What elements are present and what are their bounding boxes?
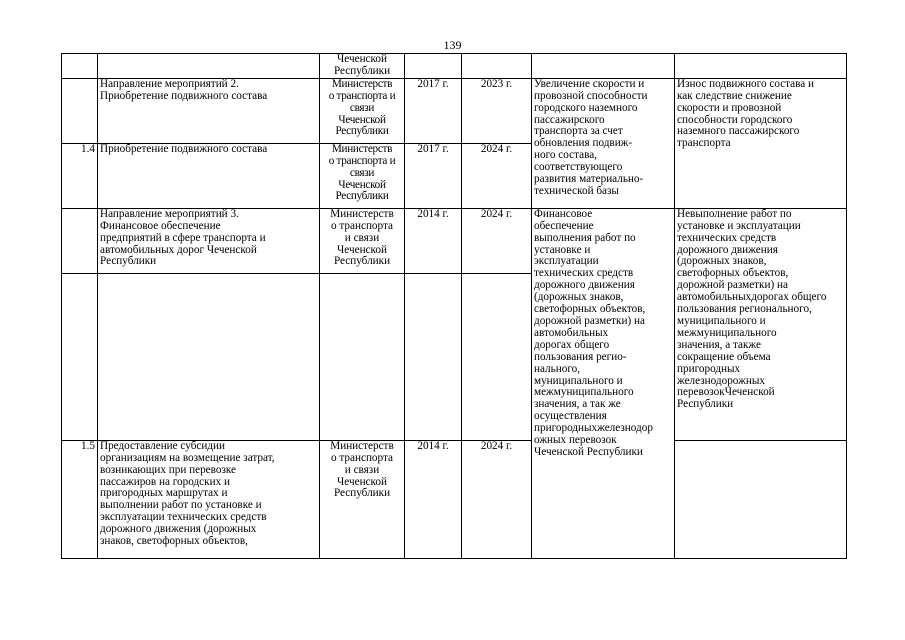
result-cell	[532, 54, 675, 79]
start-year-cell: 2017 г.	[405, 143, 462, 208]
measure-name-cell: Направление мероприятий 3. Финансовое обеспечение предприятий в сфере транспорта и автомобильных дорог Чеченской Республики	[98, 208, 320, 273]
table-row	[62, 208, 847, 273]
measure-name-cell: Приобретение подвижного состава	[98, 143, 320, 208]
start-year-cell	[405, 54, 462, 79]
row-number-cell	[62, 54, 98, 79]
start-year-cell	[405, 273, 462, 440]
consequence-cell	[675, 440, 847, 558]
table-row	[62, 54, 847, 79]
measure-name-cell: Предоставление субсидии организациям на возмещение затрат, возникающих при перевозке пассажиров на городских и пригородных маршрутах и выполнении работ по установке и эксплуатации технических средств дорожного движения (дорожных знаков, светофорных объектов,	[98, 440, 320, 558]
row-number-cell	[62, 273, 98, 440]
result-cell: Увеличение скорости и провозной способности городского наземного пассажирского транспорта за счет обновления подвиж- ного состава, соответствующего развития материально- технической базы	[532, 78, 675, 208]
table-row	[62, 78, 847, 143]
measure-name-cell: Направление мероприятий 2. Приобретение подвижного состава	[98, 78, 320, 143]
consequence-cell: Невыполнение работ по установке и эксплуатации технических средств дорожного движения (дорожных знаков, светофорных объектов, дорожной разметки) на автомобильныхдорогах общего пользования регионального, муниципального и межмуниципального значения, а также сокращение объема пригородных железнодорожных перевозокЧеченской Республики	[675, 208, 847, 440]
table-row	[62, 440, 847, 558]
end-year-cell: 2023 г.	[462, 78, 532, 143]
executor-cell: Министерств о транспорта и связи Чеченской Республики	[320, 143, 405, 208]
result-cell: Финансовое обеспечение выполнения работ по установке и эксплуатации технических средств дорожного движения (дорожных знаков, светофорных объектов, дорожной разметки) на автомобильных дорогах общего пользования регио- нального, муниципального и межмуниципального значения, а так же осуществления пригородныхжелезнодор ожных перевозок Чеченской Республики	[532, 208, 675, 558]
measure-name-cell	[98, 273, 320, 440]
start-year-cell: 2014 г.	[405, 440, 462, 558]
end-year-cell: 2024 г.	[462, 143, 532, 208]
consequence-cell	[675, 54, 847, 79]
executor-cell: Чеченской Республики	[320, 54, 405, 79]
row-number-cell: 1.5	[62, 440, 98, 558]
start-year-cell: 2017 г.	[405, 78, 462, 143]
executor-cell: Министерств о транспорта и связи Чеченской Республики	[320, 78, 405, 143]
executor-cell: Министерств о транспорта и связи Чеченской Республики	[320, 208, 405, 273]
consequence-cell: Износ подвижного состава и как следствие снижение скорости и провозной способности городского наземного пассажирского транспорта	[675, 78, 847, 208]
end-year-cell	[462, 273, 532, 440]
start-year-cell: 2014 г.	[405, 208, 462, 273]
row-number-cell	[62, 208, 98, 273]
page-number: 139	[443, 38, 462, 52]
executor-cell: Министерств о транспорта и связи Чеченской Республики	[320, 440, 405, 558]
executor-cell	[320, 273, 405, 440]
row-number-cell: 1.4	[62, 143, 98, 208]
measures-table	[61, 53, 847, 559]
end-year-cell	[462, 54, 532, 79]
row-number-cell	[62, 78, 98, 143]
measure-name-cell	[98, 54, 320, 79]
end-year-cell: 2024 г.	[462, 440, 532, 558]
end-year-cell: 2024 г.	[462, 208, 532, 273]
